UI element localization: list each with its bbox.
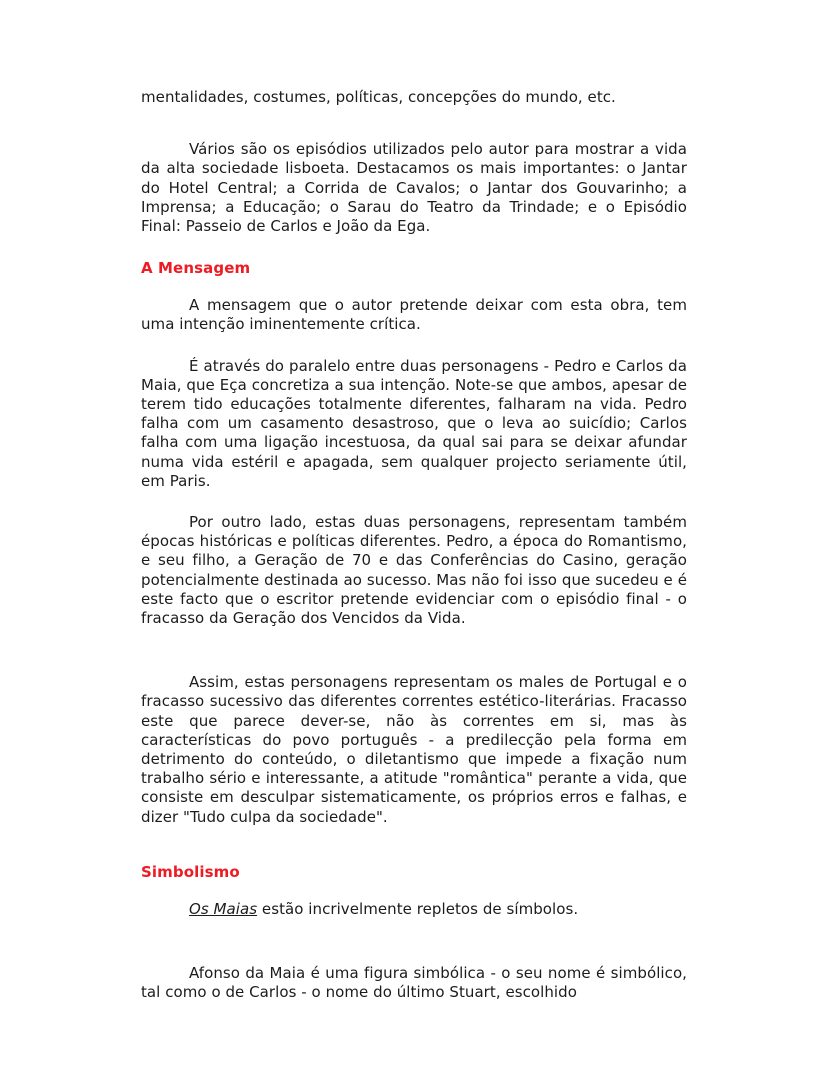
paragraph-assim-males-portugal: Assim, estas personagens representam os males de Portugal e o fracasso sucessivo das diferentes correntes estético-literárias. Fracasso este que parece dever-se, não às correntes em si, mas às características do povo português - a predilecção pela forma em detrimento do conteúdo, o diletantismo que impede a fixação num trabalho sério e interessante, a atitude "romântica" perante a vida, que consiste em desculpar sistematicamente, os próprios erros e falhas, e dizer "Tudo culpa da sociedade".: [141, 673, 687, 826]
paragraph-paralelo-pedro-carlos: É através do paralelo entre duas personagens - Pedro e Carlos da Maia, que Eça concretiza a sua intenção. Note-se que ambos, apesar de terem tido educações totalmente diferentes, falharam na vida. Pedro falha com um casamento desastroso, que o leva ao suicídio; Carlos falha com uma ligação incestuosa, da qual sai para se deixar afundar numa vida estéril e apagada, sem qualquer projecto seriamente útil, em Paris.: [141, 356, 687, 490]
paragraph-mensagem-critica: A mensagem que o autor pretende deixar com esta obra, tem uma intenção iminentemente crítica.: [141, 296, 687, 334]
paragraph-por-outro-lado: Por outro lado, estas duas personagens, representam também épocas históricas e políticas diferentes. Pedro, a época do Romantismo, e seu filho, a Geração de 70 e das Conferências do Casino, geração potencialmente destinada ao sucesso. Mas não foi isso que sucedeu e é este facto que o escritor pretende evidenciar com o episódio final - o fracasso da Geração dos Vencidos da Vida.: [141, 513, 687, 628]
paragraph-spacer-large: [141, 919, 687, 964]
document-text-column: [141, 88, 687, 1003]
paragraph-os-maias-rest: estão incrivelmente repletos de símbolos.: [257, 899, 579, 918]
heading-spacer: [141, 882, 687, 900]
section-heading-a-mensagem: A Mensagem: [141, 259, 251, 278]
paragraph-afonso-da-maia: Afonso da Maia é uma figura simbólica - o seu nome é simbólico, tal como o de Carlos - o nome do último Stuart, escolhido: [141, 964, 687, 1002]
heading-spacer: [141, 827, 687, 863]
paragraph-spacer: [141, 491, 687, 513]
paragraph-spacer: [141, 335, 687, 357]
work-title-os-maias: Os Maias: [189, 899, 258, 918]
heading-spacer: [141, 278, 687, 296]
paragraph-varios-episodios: Vários são os episódios utilizados pelo autor para mostrar a vida da alta sociedade lisboeta. Destacamos os mais importantes: o Jantar do Hotel Central; a Corrida de Cavalos; o Jantar dos Gouvarinho; a Imprensa; a Educação; o Sarau do Teatro da Trindade; e o Episódio Final: Passeio de Carlos e João da Ega.: [141, 140, 687, 236]
heading-spacer: [141, 236, 687, 259]
paragraph-spacer: [141, 107, 687, 140]
paragraph-os-maias-simbolos: [141, 900, 687, 919]
paragraph-mentalidades: mentalidades, costumes, políticas, concepções do mundo, etc.: [141, 88, 616, 106]
paragraph-spacer-large: [141, 628, 687, 673]
section-heading-simbolismo: Simbolismo: [141, 862, 240, 881]
